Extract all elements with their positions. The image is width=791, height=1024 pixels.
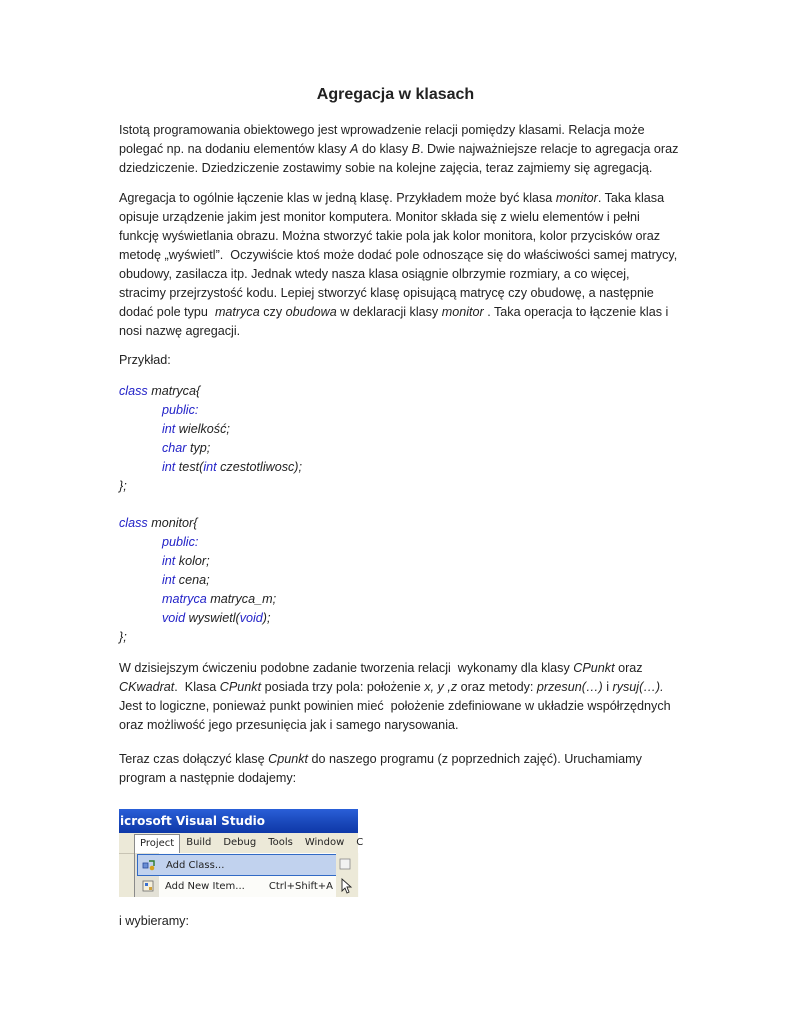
code-keyword: int xyxy=(162,573,176,587)
paragraph-exercise: W dzisiejszym ćwiczeniu podobne zadanie tworzenia relacji wykonamy dla klasy CPunkt oraz CKwadrat. Klasa CPunkt posiada trzy pola: położenie x, y ,z oraz metody: przesun(…) i rysuj(…). Jest to logiczne, ponieważ punkt powinien mieć położenie zdefiniowane w układzie współrzędnych oraz możliwość jego przesunięcia jak i samego narysowania. xyxy=(119,661,671,732)
vs-menu-window[interactable]: Window xyxy=(304,837,345,848)
code-keyword: int xyxy=(162,422,176,436)
vs-menu-build[interactable]: Build xyxy=(186,837,212,848)
vs-menu-project[interactable]: Project xyxy=(134,834,180,853)
vs-menu-cut[interactable]: C xyxy=(356,837,364,848)
code-line xyxy=(119,477,302,496)
vs-menu-debug[interactable]: Debug xyxy=(223,837,257,848)
paragraph-aggregation: Agregacja to ogólnie łączenie klas w jedną klasę. Przykładem może być klasa monitor. Taka klasa opisuje urządzenie jakim jest monitor komputera. Monitor składa się z wielu elementów i pełni funkcję wyświetlania obrazu. Można stworzyć takie pola jak kolor monitora, kolor przycisków oraz metodę „wyświetl”. Oczywiście ktoś może dodać pole odnoszące się do właściwości samej matrycy, obudowy, zasilacza itp. Jednak wtedy nasza klasa osiągnie olbrzymie rozmiary, a co więcej, stracimy przejrzystość kodu. Lepiej stworzyć klasę opisującą matrycę czy obudowę, a następnie dodać pole typu matryca czy obudowa w deklaracji klasy monitor . Taka operacja to łączenie klas i nosi nazwę agregacji. xyxy=(119,191,678,338)
code-text: kolor; xyxy=(175,554,210,568)
vs-menu-item-shortcut: Ctrl+Shift+A xyxy=(268,880,333,892)
code-keyword: matryca xyxy=(162,592,207,606)
toolbar-icons xyxy=(336,853,358,897)
code-text: test( xyxy=(175,460,204,474)
vs-title-bar: icrosoft Visual Studio xyxy=(119,809,358,833)
vs-menu-item-label: Add Class... xyxy=(166,859,225,871)
code-keyword: class xyxy=(119,516,148,530)
code-text: cena; xyxy=(175,573,210,587)
code-text: czestotliwosc); xyxy=(216,460,303,474)
code-keyword: char xyxy=(162,441,187,455)
code-line xyxy=(119,420,302,439)
code-line xyxy=(119,458,302,477)
code-text: matryca_m; xyxy=(206,592,277,606)
code-keyword: int xyxy=(203,460,217,474)
code-text: typ; xyxy=(186,441,211,455)
vs-toolbar-edge xyxy=(336,853,358,897)
code-block-monitor xyxy=(119,514,276,647)
add-new-item-icon xyxy=(137,879,159,893)
code-line xyxy=(119,628,276,647)
code-text: wielkość; xyxy=(175,422,230,436)
vs-menu-bar xyxy=(119,833,364,854)
paragraph-example-label: Przykład: xyxy=(119,353,171,367)
paragraph-add-class: Teraz czas dołączyć klasę Cpunkt do naszego programu (z poprzednich zajęć). Uruchamiamy program a następnie dodajemy: xyxy=(119,752,642,785)
vs-project-dropdown xyxy=(134,853,359,897)
code-line xyxy=(119,609,276,628)
code-block-matryca xyxy=(119,382,302,496)
code-text: wyswietl( xyxy=(185,611,240,625)
code-text: monitor{ xyxy=(147,516,198,530)
code-text: ); xyxy=(262,611,271,625)
code-line xyxy=(119,571,276,590)
document-title: Agregacja w klasach xyxy=(316,86,475,103)
paragraph-choose: i wybieramy: xyxy=(119,914,189,928)
vs-menu-item-add-new-item[interactable] xyxy=(137,876,337,896)
code-line xyxy=(119,552,276,571)
code-keyword: class xyxy=(119,384,148,398)
vs-menu-screenshot xyxy=(119,809,364,897)
code-line xyxy=(119,382,302,401)
code-text: }; xyxy=(119,479,127,493)
code-keyword: public: xyxy=(162,535,199,549)
code-line xyxy=(119,514,276,533)
code-text: matryca{ xyxy=(147,384,201,398)
paragraph-intro: Istotą programowania obiektowego jest wprowadzenie relacji pomiędzy klasami. Relacja może polegać np. na dodaniu elementów klasy A do klasy B. Dwie najważniejsze relacje to agregacja oraz dziedziczenie. Dziedziczenie zostawimy sobie na kolejne zajęcia, teraz zajmiemy się agregacją. xyxy=(119,123,679,175)
code-keyword: int xyxy=(162,460,176,474)
add-class-icon xyxy=(138,858,160,872)
code-line xyxy=(119,590,276,609)
code-line xyxy=(119,533,276,552)
code-keyword: int xyxy=(162,554,176,568)
code-keyword: void xyxy=(239,611,263,625)
code-text: }; xyxy=(119,630,127,644)
vs-menu-item-label: Add New Item... xyxy=(165,880,245,892)
code-keyword: void xyxy=(162,611,186,625)
code-line xyxy=(119,401,302,420)
code-keyword: public: xyxy=(162,403,199,417)
vs-menu-item-add-class[interactable] xyxy=(137,854,337,876)
vs-menu-tools[interactable]: Tools xyxy=(268,837,293,848)
code-line xyxy=(119,439,302,458)
